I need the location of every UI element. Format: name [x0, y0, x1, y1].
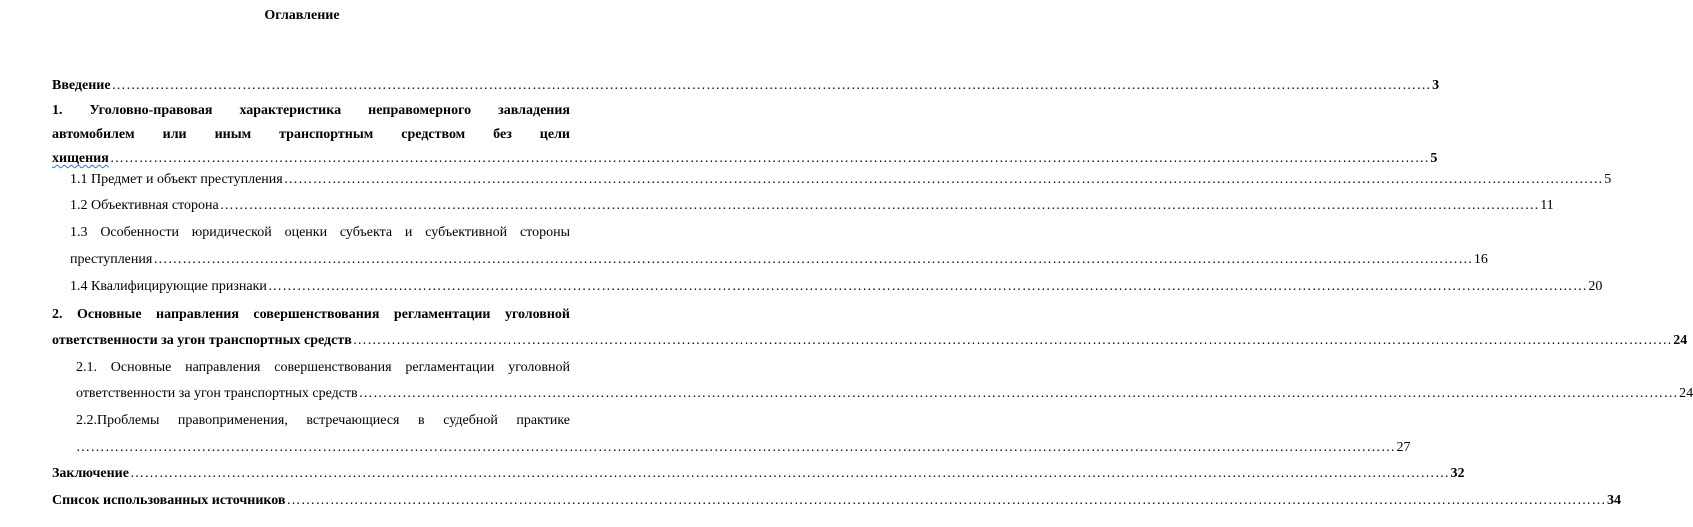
- toc-entry-label: ответственности за угон транспортных средств: [76, 386, 358, 401]
- toc-entry-1-1: [70, 172, 1612, 188]
- toc-leader-dots: …………………………………………………………………………………………………………………………………………………………………………………………………………………………………………………: [76, 440, 1396, 455]
- toc-page-number: 32: [1450, 466, 1465, 481]
- toc-chapter-2-line1: 2. Основные направления совершенствования регламентации уголовной: [52, 307, 570, 322]
- toc-entry-label: преступления: [70, 252, 153, 267]
- toc-entry-label: ответственности за угон транспортных средств: [52, 333, 352, 348]
- toc-page-number: 11: [1540, 198, 1554, 213]
- toc-entry-intro: [52, 78, 1440, 94]
- toc-entry-label: 1.1 Предмет и объект преступления: [70, 172, 283, 187]
- toc-entry-conclusion: [52, 466, 1465, 482]
- toc-entry-label: хищения: [52, 151, 109, 166]
- toc-chapter-1-line1: 1. Уголовно-правовая характеристика неправомерного завладения: [52, 103, 570, 118]
- toc-leader-dots: …………………………………………………………………………………………………………………………………………………………………………………………………………………………………………………: [219, 198, 1540, 213]
- toc-entry-2-2-line1: 2.2.Проблемы правоприменения, встречающиеся в судебной практике: [76, 413, 570, 428]
- toc-chapter-2-line2: [52, 333, 1688, 349]
- toc-leader-dots: …………………………………………………………………………………………………………………………………………………………………………………………………………………………………………………: [153, 252, 1473, 267]
- toc-leader-dots: …………………………………………………………………………………………………………………………………………………………………………………………………………………………………………………: [352, 333, 1673, 348]
- toc-leader-dots: …………………………………………………………………………………………………………………………………………………………………………………………………………………………………………………: [358, 386, 1679, 401]
- toc-entry-label: 1.2 Объективная сторона: [70, 198, 219, 213]
- toc-entry-label: 1.4 Квалифицирующие признаки: [70, 279, 267, 294]
- toc-chapter-1-line2: автомобилем или иным транспортным средством без цели: [52, 127, 570, 142]
- toc-entry-1-2: [70, 198, 1554, 214]
- toc-page-number: 20: [1588, 279, 1603, 294]
- toc-page-number: 5: [1604, 172, 1612, 187]
- toc-page-number: 24: [1673, 333, 1688, 348]
- toc-leader-dots: …………………………………………………………………………………………………………………………………………………………………………………………………………………………………………………: [283, 172, 1604, 187]
- toc-leader-dots: …………………………………………………………………………………………………………………………………………………………………………………………………………………………………………………: [286, 493, 1606, 508]
- toc-entry-2-1-line2: [76, 386, 1693, 402]
- toc-entry-label: Список использованных источников: [52, 493, 286, 508]
- toc-entry-sources: [52, 493, 1621, 509]
- toc-leader-dots: …………………………………………………………………………………………………………………………………………………………………………………………………………………………………………………: [109, 151, 1430, 166]
- toc-entry-2-2-line2: [76, 440, 1411, 456]
- toc-entry-1-4: [70, 279, 1603, 295]
- toc-entry-label: Введение: [52, 78, 111, 93]
- toc-chapter-1-line3: [52, 151, 1438, 167]
- toc-page-number: 34: [1607, 493, 1621, 508]
- toc-entry-1-3-line2: [70, 252, 1488, 268]
- toc-page-number: 27: [1396, 440, 1411, 455]
- toc-page-number: 16: [1473, 252, 1488, 267]
- page-title: Оглавление: [264, 8, 340, 23]
- toc-page-number: 5: [1430, 151, 1438, 166]
- toc-entry-2-1-line1: 2.1. Основные направления совершенствования регламентации уголовной: [76, 360, 570, 375]
- toc-leader-dots: …………………………………………………………………………………………………………………………………………………………………………………………………………………………………………………: [267, 279, 1588, 294]
- toc-page-number: 3: [1432, 78, 1440, 93]
- toc-entry-1-3-line1: 1.3 Особенности юридической оценки субъекта и субъективной стороны: [70, 225, 570, 240]
- toc-page-number: 24: [1679, 386, 1693, 401]
- toc-leader-dots: …………………………………………………………………………………………………………………………………………………………………………………………………………………………………………………: [129, 466, 1450, 481]
- toc-leader-dots: …………………………………………………………………………………………………………………………………………………………………………………………………………………………………………………: [111, 78, 1432, 93]
- toc-entry-label: Заключение: [52, 466, 129, 481]
